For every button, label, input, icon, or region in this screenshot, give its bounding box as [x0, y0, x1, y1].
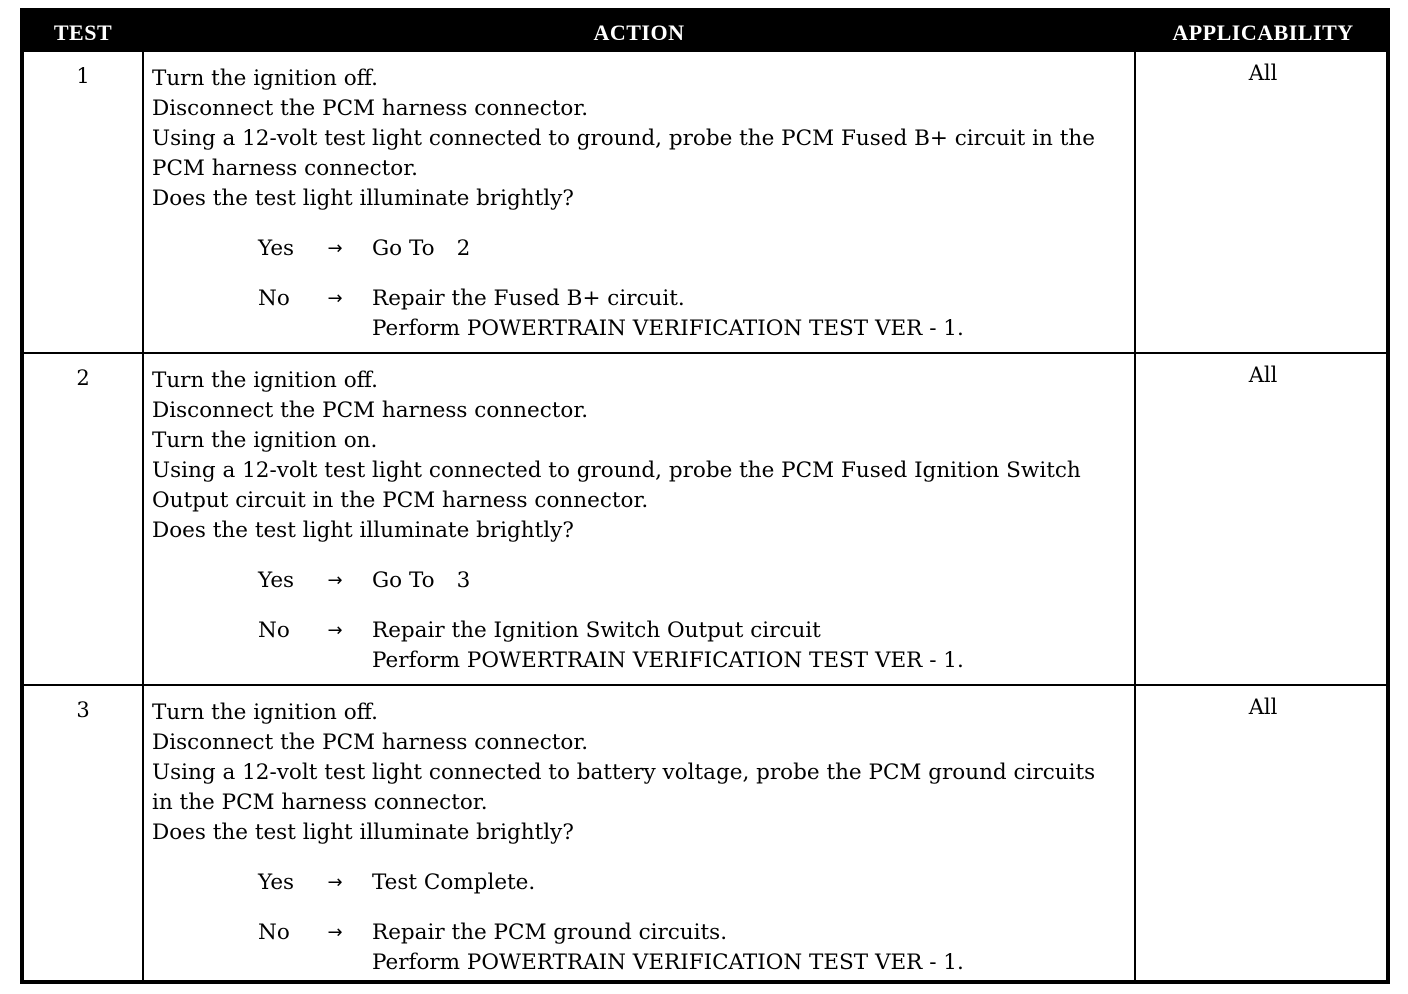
test-number: 3	[76, 698, 90, 722]
table-row	[24, 684, 1386, 980]
no-label: No	[258, 920, 290, 945]
table-row	[24, 352, 1386, 684]
goto-label: Go To	[372, 236, 435, 261]
yes-response	[258, 868, 1134, 898]
header-applicability: APPLICABILITY	[1172, 20, 1354, 45]
yes-label: Yes	[258, 870, 295, 895]
goto-text	[372, 234, 492, 264]
arrow-icon: →	[327, 288, 343, 309]
yes-response	[258, 566, 1134, 596]
yes-label: Yes	[258, 236, 295, 261]
no-response	[258, 918, 1134, 948]
action-line: Does the test light illuminate brightly?	[152, 820, 574, 845]
applicability-value: All	[1248, 61, 1278, 85]
no-action-text: Repair the Ignition Switch Output circuit	[372, 618, 821, 643]
table-row	[24, 52, 1386, 354]
header-action: ACTION	[593, 20, 685, 45]
arrow-icon: →	[327, 922, 343, 943]
action-line: Using a 12-volt test light connected to battery voltage, probe the PCM ground circuits	[152, 760, 1096, 785]
arrow-icon: →	[327, 238, 343, 259]
action-line: in the PCM harness connector.	[152, 790, 488, 815]
goto-number: 2	[456, 236, 471, 261]
arrow-icon: →	[327, 620, 343, 641]
action-line: Does the test light illuminate brightly?	[152, 186, 574, 211]
action-line: Turn the ignition off.	[152, 700, 378, 725]
no-label: No	[258, 286, 290, 311]
test-number: 2	[76, 366, 90, 390]
action-line: Disconnect the PCM harness connector.	[152, 730, 589, 755]
action-cell	[142, 354, 1136, 684]
test-number: 1	[76, 64, 90, 88]
action-line: Turn the ignition off.	[152, 66, 378, 91]
goto-text	[372, 566, 492, 596]
action-line: Output circuit in the PCM harness connector.	[152, 488, 649, 513]
verification-text: Perform POWERTRAIN VERIFICATION TEST VER - 1.	[372, 316, 964, 341]
action-line: Disconnect the PCM harness connector.	[152, 96, 589, 121]
action-line: Turn the ignition on.	[152, 428, 378, 453]
no-action-text: Repair the Fused B+ circuit.	[372, 286, 685, 311]
arrow-icon: →	[327, 872, 343, 893]
no-action-text: Repair the PCM ground circuits.	[372, 920, 728, 945]
arrow-icon: →	[327, 570, 343, 591]
goto-number: 3	[456, 568, 471, 593]
action-line: Using a 12-volt test light connected to ground, probe the PCM Fused Ignition Switch	[152, 458, 1081, 483]
action-line: Does the test light illuminate brightly?	[152, 518, 574, 543]
action-line: Turn the ignition off.	[152, 368, 378, 393]
action-line: Using a 12-volt test light connected to ground, probe the PCM Fused B+ circuit in the	[152, 126, 1095, 151]
action-cell	[142, 52, 1136, 354]
table-header	[24, 12, 1386, 52]
diagnostic-test-table	[20, 8, 1390, 984]
applicability-value: All	[1248, 363, 1278, 387]
yes-response	[258, 234, 1134, 264]
yes-action-text: Test Complete.	[372, 870, 536, 895]
no-label: No	[258, 618, 290, 643]
header-test: TEST	[53, 20, 113, 45]
action-line: PCM harness connector.	[152, 156, 418, 181]
yes-label: Yes	[258, 568, 295, 593]
verification-text: Perform POWERTRAIN VERIFICATION TEST VER - 1.	[372, 648, 964, 673]
verification-text: Perform POWERTRAIN VERIFICATION TEST VER - 1.	[372, 950, 964, 975]
action-cell	[142, 686, 1136, 980]
applicability-value: All	[1248, 695, 1278, 719]
goto-label: Go To	[372, 568, 435, 593]
no-response	[258, 284, 1134, 314]
action-line: Disconnect the PCM harness connector.	[152, 398, 589, 423]
no-response	[258, 616, 1134, 646]
